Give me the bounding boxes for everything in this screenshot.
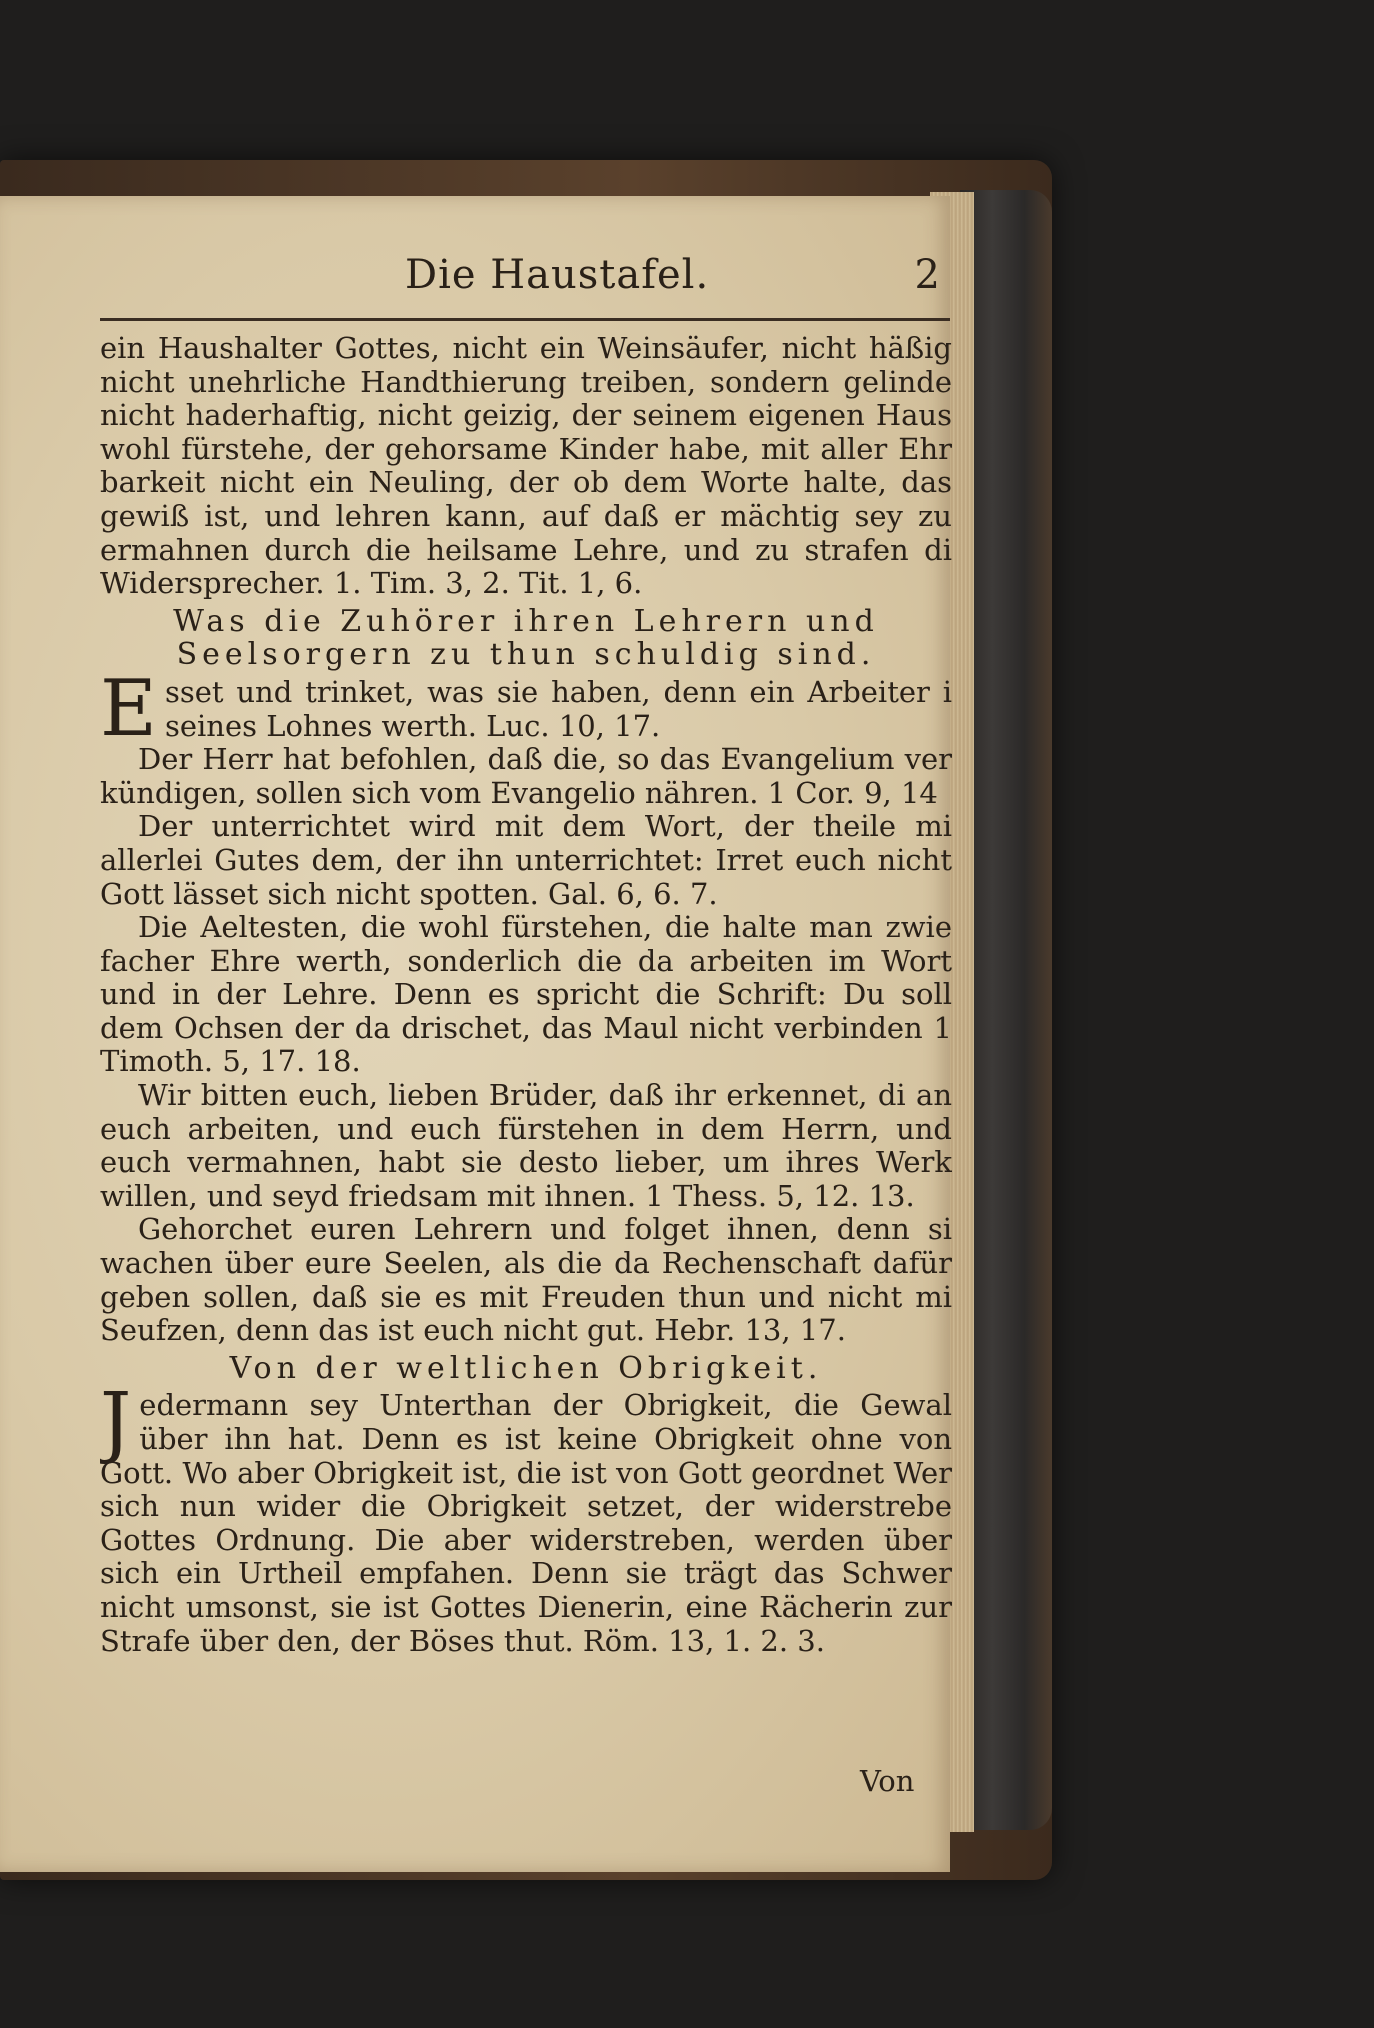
header-rule xyxy=(100,318,950,321)
paragraph: Gehorchet euren Lehrern und folget ihnen, denn si wachen über eure Seelen, als die da Rechenschaft dafür geben sollen, daß sie es mit Freuden thun und nicht mi Seufzen, denn das ist euch nicht gut. Hebr. 13, 17. xyxy=(100,1212,952,1348)
page-header xyxy=(100,240,940,310)
paragraph: Jedermann sey Unterthan der Obrigkeit, die Gewal über ihn hat. Denn es ist keine Obrigkeit ohne von Gott. Wo aber Obrigkeit ist, die ist von Gott geordnet Wer sich nun wider die Obrigkeit setzet, der widerstrebe Gottes Ordnung. Die aber widerstreben, werden über sich ein Urtheil empfahen. Denn sie trägt das Schwer nicht umsonst, sie ist Gottes Dienerin, eine Rächerin zur Strafe über den, der Böses thut. Röm. 13, 1. 2. 3. xyxy=(100,1377,952,1658)
page-title: Die Haustafel. xyxy=(405,252,710,298)
paragraph: Der Herr hat befohlen, daß die, so das Evangelium ver kündigen, sollen sich vom Evangelio nähren. 1 Cor. 9, 14 xyxy=(100,742,952,810)
body-text xyxy=(100,332,952,1812)
page-number: 2 xyxy=(914,252,940,298)
paragraph: ein Haushalter Gottes, nicht ein Weinsäufer, nicht häßig nicht unehrliche Handthierung treiben, sondern gelinde nicht haderhaftig, nicht geizig, der seinem eigenen Haus wohl fürstehe, der gehorsame Kinder habe, mit aller Ehr barkeit nicht ein Neuling, der ob dem Worte halte, das gewiß ist, und lehren kann, auf daß er mächtig sey zu ermahnen durch die heilsame Lehre, und zu strafen di Widersprecher. 1. Tim. 3, 2. Tit. 1, 6. xyxy=(100,332,952,601)
paragraph: Wir bitten euch, lieben Brüder, daß ihr erkennet, di an euch arbeiten, und euch fürstehen in dem Herrn, und euch vermahnen, habt sie desto lieber, um ihres Werk willen, und seyd friedsam mit ihnen. 1 Thess. 5, 12. 13. xyxy=(100,1078,952,1213)
paragraph: Der unterrichtet wird mit dem Wort, der theile mi allerlei Gutes dem, der ihn unterrichtet: Irret euch nicht Gott lässet sich nicht spotten. Gal. 6, 6. 7. xyxy=(100,809,952,911)
section-heading: Was die Zuhörer ihren Lehrern und Seelsorgern zu thun schuldig sind. xyxy=(173,603,879,673)
catchword: Von xyxy=(860,1764,915,1798)
paragraph: Esset und trinket, was sie haben, denn ein Arbeiter i seines Lohnes werth. Luc. 10, 17. xyxy=(100,663,952,754)
paragraph: Die Aeltesten, die wohl fürstehen, die halte man zwie facher Ehre werth, sonderlich die da arbeiten im Wort und in der Lehre. Denn es spricht die Schrift: Du soll dem Ochsen der da drischet, das Maul nicht verbinden 1 Timoth. 5, 17. 18. xyxy=(100,910,952,1079)
section-heading: Von der weltlichen Obrigkeit. xyxy=(229,1350,823,1386)
